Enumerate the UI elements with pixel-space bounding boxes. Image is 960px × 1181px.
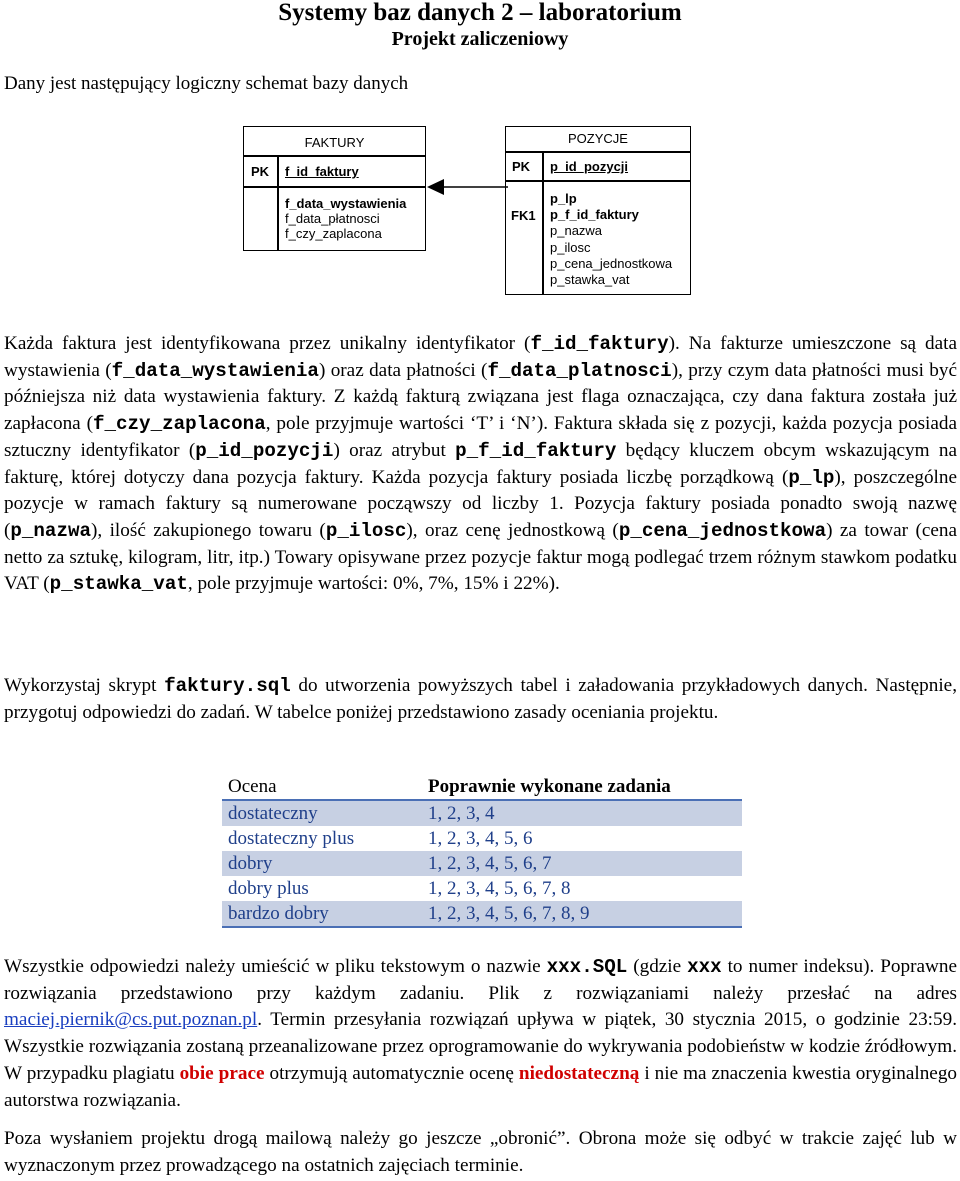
- pozycje-table-name: POZYCJE: [568, 131, 628, 146]
- instructions-paragraph: Wykorzystaj skrypt faktury.sql do utworzenia powyższych tabel i załadowania przykładowych danych. Następnie, przygotuj odpowiedzi do zadań. W tabelce poniżej przedstawiono zasady oceniania projektu.: [4, 675, 957, 723]
- pozycje-fields: [550, 191, 672, 288]
- plagiarism-warning: obie prace: [179, 1062, 265, 1084]
- defense-paragraph: Poza wysłaniem projektu drogą mailową należy go jeszcze „obronić”. Obrona może się odbyć w trakcie zajęć lub w wyznaczonym przez prowadzącego na ostatnich zajęciach terminie.: [4, 1128, 957, 1176]
- pozycje-field: p_lp: [550, 191, 577, 206]
- pozycje-fk-label: FK1: [511, 208, 536, 223]
- faktury-field: f_data_płatnosci: [285, 211, 380, 226]
- faktury-fields: [285, 196, 406, 241]
- faktury-pk-field: f_id_faktury: [285, 164, 359, 179]
- pozycje-field: p_ilosc: [550, 239, 591, 255]
- pozycje-table: [505, 126, 691, 295]
- grading-row: dobry 1, 2, 3, 4, 5, 6, 7: [222, 851, 742, 876]
- document-subtitle: Projekt zaliczeniowy: [391, 28, 569, 50]
- description-paragraph: Każda faktura jest identyfikowana przez unikalny identyfikator (f_id_faktury). Na fakturze umieszczone są data wystawienia (f_data_wystawienia) oraz data płatności (f_data_platnosci), przy czym data płatności musi być późniejsza niż data wystawienia faktury. Z każdą fakturą związana jest flaga oznaczająca, czy dana faktura została już zapłacona (f_czy_zaplacona, pole przyjmuje wartości ‘T’ i ‘N’). Faktura składa się z pozycji, każda pozycja posiada sztuczny identyfikator (p_id_pozycji) oraz atrybut p_f_id_faktury będący kluczem obcym wskazującym na fakturę, której dotyczy dana pozycja faktury. Każda pozycja faktury posiada liczbę porządkową (p_lp), poszczególne pozycje w ramach faktury są numerowane począwszy od liczby 1. Pozycja faktury posiada ponadto swoją nazwę (p_nazwa), ilość zakupionego towaru (p_ilosc), oraz cenę jednostkową (p_cena_jednostkowa) za towar (cena netto za sztukę, kilogram, litr, itp.) Towary opisywane przez pozycje faktur mogą podlegać trzem różnym stawkom podatku VAT (p_stawka_vat, pole przyjmuje wartości: 0%, 7%, 15% i 22%).: [4, 333, 958, 596]
- pozycje-field: p_cena_jednostkowa: [550, 255, 673, 271]
- grading-table: [222, 774, 742, 928]
- intro-text: Dany jest następujący logiczny schemat bazy danych: [4, 73, 409, 94]
- document-title: Systemy baz danych 2 – laboratorium: [278, 0, 682, 26]
- faktury-field: f_data_wystawienia: [285, 196, 407, 211]
- faktury-table: [243, 126, 426, 251]
- grading-row: dobry plus 1, 2, 3, 4, 5, 6, 7, 8: [222, 876, 742, 901]
- pozycje-field: p_stawka_vat: [550, 272, 630, 288]
- faktury-pk-label: PK: [251, 164, 270, 179]
- grading-row: bardzo dobry 1, 2, 3, 4, 5, 6, 7, 8, 9: [222, 901, 742, 927]
- arrowhead-icon: [427, 179, 444, 195]
- answer-filename: xxx.SQL: [546, 956, 628, 978]
- script-filename: faktury.sql: [164, 675, 291, 697]
- pozycje-field: p_nazwa: [550, 223, 603, 239]
- failing-grade: niedostateczną: [518, 1062, 640, 1084]
- grading-row: dostateczny 1, 2, 3, 4: [222, 800, 742, 826]
- pozycje-pk-label: PK: [512, 159, 531, 174]
- faktury-table-name: FAKTURY: [304, 135, 365, 150]
- grading-table-header: [222, 774, 742, 800]
- grading-row: dostateczny plus 1, 2, 3, 4, 5, 6: [222, 826, 742, 851]
- relationship-connector: [424, 175, 508, 205]
- submission-paragraph: Wszystkie odpowiedzi należy umieścić w pliku tekstowym o nazwie xxx.SQL (gdzie xxx to numer indeksu). Poprawne rozwiązania przedstawiono przy każdym zadaniu. Plik z rozwiązaniami należy przesłać na adres maciej.piernik@cs.put.poznan.pl. Termin przesyłania rozwiązań upływa w piątek, 30 stycznia 2015, o godzinie 23:59. Wszystkie rozwiązania zostaną przeanalizowane przez oprogramowanie do wykrywania podobieństw w kodzie źródłowym. W przypadku plagiatu obie prace otrzymują automatycznie ocenę niedostateczną i nie ma znaczenia kwestia oryginalnego autorstwa rozwiązania.: [4, 956, 958, 1111]
- grading-header-grade: Ocena: [222, 774, 422, 800]
- pozycje-pk-field: p_id_pozycji: [550, 159, 629, 174]
- grading-header-tasks: Poprawnie wykonane zadania: [422, 774, 742, 800]
- email-link[interactable]: maciej.piernik@cs.put.poznan.pl: [4, 1009, 258, 1031]
- pozycje-field: p_f_id_faktury: [550, 207, 639, 223]
- faktury-field: f_czy_zaplacona: [285, 226, 382, 241]
